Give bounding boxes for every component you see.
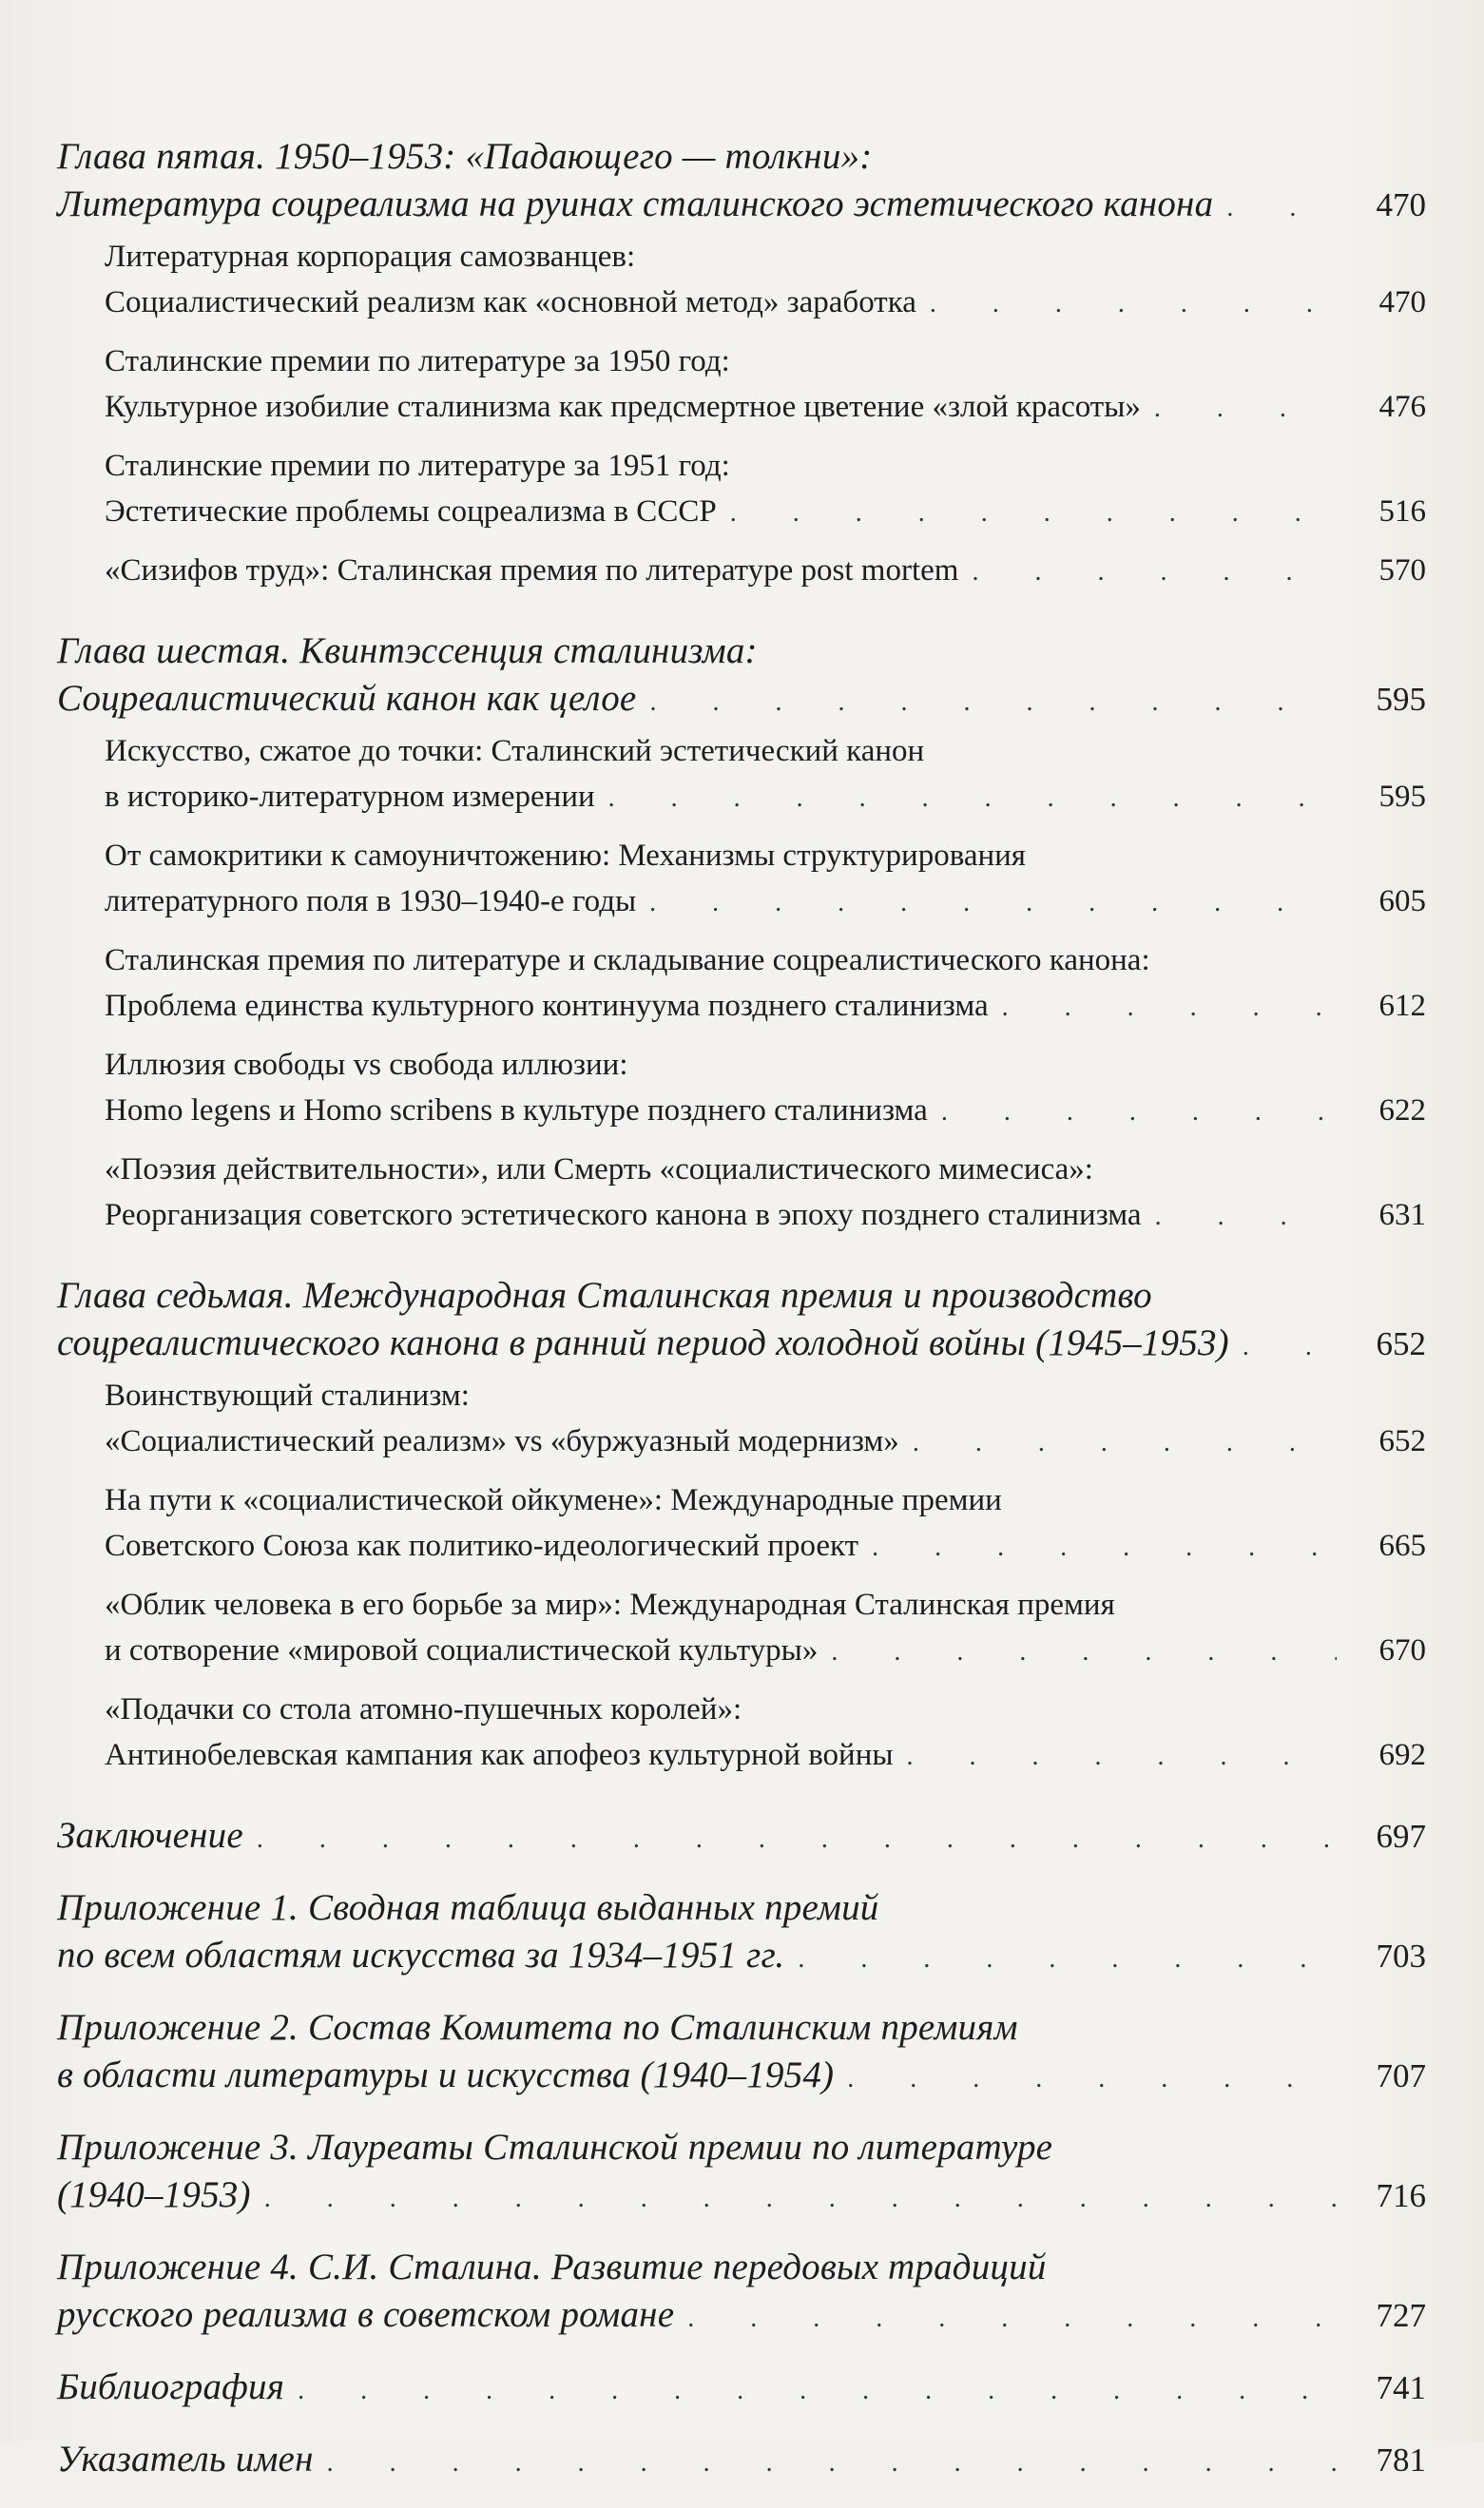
chapter-title-line: Литература соцреализма на руинах сталинского эстетического канона	[57, 183, 1214, 224]
page-number: 716	[1376, 2177, 1426, 2214]
page-number: 741	[1376, 2369, 1426, 2406]
toc-appendix-2	[57, 2004, 1426, 2099]
page-number: 470	[1378, 285, 1426, 319]
dot-leader	[649, 888, 1337, 918]
section-line: литературного поля в 1930–1940-е годы	[105, 884, 637, 918]
chapter-title-line: Глава пятая. 1950–1953: «Падающего — толкни»:	[57, 136, 873, 177]
page-number: 707	[1376, 2057, 1426, 2094]
page-number: 703	[1376, 1938, 1426, 1975]
chapter-title-line: Приложение 4. С.И. Сталина. Развитие передовых традиций	[57, 2247, 1047, 2287]
dot-leader	[257, 1824, 1337, 1855]
chapter-6-title	[57, 627, 1426, 723]
chapter-title-line: русского реализма в советском романе	[57, 2294, 675, 2335]
dot-leader	[1154, 394, 1337, 424]
section-list	[105, 234, 1426, 593]
toc-section	[105, 548, 1426, 593]
dot-leader	[1243, 1332, 1337, 1362]
dot-leader	[730, 498, 1337, 529]
chapter-title-line: соцреалистического канона в ранний период холодной войны (1945–1953)	[57, 1322, 1229, 1363]
page-number: 595	[1376, 681, 1426, 718]
section-line: «Подачки со стола атомно-пушечных королей»:	[105, 1692, 742, 1727]
toc-section	[105, 1042, 1426, 1133]
dot-leader	[872, 1533, 1337, 1563]
page-number: 622	[1378, 1093, 1426, 1128]
toc-section	[105, 1687, 1426, 1778]
section-line: Искусство, сжатое до точки: Сталинский эстетический канон	[105, 734, 925, 768]
chapter-title-line: Приложение 2. Состав Комитета по Сталинским премиям	[57, 2007, 1018, 2048]
dot-leader	[327, 2448, 1337, 2479]
section-line: Советского Союза как политико-идеологический проект	[105, 1529, 859, 1563]
toc-section	[105, 728, 1426, 820]
toc-section	[105, 1582, 1426, 1673]
page-number: 697	[1376, 1818, 1426, 1855]
chapter-7-title	[57, 1272, 1426, 1367]
dot-leader	[608, 783, 1337, 814]
section-line: Социалистический реализм как «основной метод» заработка	[105, 285, 916, 319]
section-line: Литературная корпорация самозванцев:	[105, 240, 636, 274]
table-of-contents	[57, 133, 1426, 2508]
chapter-title-line: Указатель имен	[57, 2439, 314, 2479]
page-number: 670	[1378, 1633, 1426, 1668]
section-line: Иллюзия свободы vs свобода иллюзии:	[105, 1048, 628, 1082]
section-list	[105, 1373, 1426, 1778]
toc-conclusion	[57, 1812, 1426, 1860]
chapter-6	[57, 627, 1426, 1238]
dot-leader	[907, 1742, 1337, 1772]
chapter-title-line: Заключение	[57, 1815, 243, 1856]
dot-leader	[649, 687, 1337, 718]
section-line: в историко-литературном измерении	[105, 780, 595, 814]
chapter-title-line: (1940–1953)	[57, 2174, 251, 2215]
toc-appendix-1	[57, 1884, 1426, 1979]
section-line: «Социалистический реализм» vs «буржуазный модернизм»	[105, 1424, 899, 1458]
page-number: 665	[1378, 1529, 1426, 1563]
dot-leader	[1226, 193, 1337, 223]
chapter-title-line: по всем областям искусства за 1934–1951 гг.	[57, 1935, 785, 1976]
page-number: 727	[1376, 2297, 1426, 2334]
chapter-title-line: Соцреалистический канон как целое	[57, 678, 637, 719]
toc-bibliography	[57, 2363, 1426, 2411]
dot-leader	[831, 1637, 1337, 1668]
dot-leader	[1155, 1202, 1337, 1232]
toc-appendix-3	[57, 2124, 1426, 2219]
chapter-title-line: Библиография	[57, 2366, 285, 2407]
page-number: 470	[1376, 186, 1426, 223]
section-line: Эстетические проблемы соцреализма в СССР	[105, 494, 717, 529]
dot-leader	[298, 2376, 1337, 2406]
chapter-title-line: Приложение 3. Лауреаты Сталинской премии по литературе	[57, 2127, 1053, 2168]
section-line: Реорганизация советского эстетического канона в эпоху позднего сталинизма	[105, 1198, 1142, 1232]
section-line: «Облик человека в его борьбе за мир»: Международная Сталинская премия	[105, 1588, 1115, 1622]
section-line: Сталинские премии по литературе за 1951 год:	[105, 449, 730, 483]
page-number: 476	[1378, 390, 1426, 424]
dot-leader	[847, 2064, 1337, 2094]
section-line: Сталинская премия по литературе и складывание соцреалистического канона:	[105, 943, 1150, 977]
section-line: Культурное изобилие сталинизма как предсмертное цветение «злой красоты»	[105, 390, 1141, 424]
toc-section	[105, 833, 1426, 924]
section-line: и сотворение «мировой социалистической культуры»	[105, 1633, 819, 1668]
section-line: Homo legens и Homo scribens в культуре позднего сталинизма	[105, 1093, 928, 1128]
page-number: 631	[1378, 1198, 1426, 1232]
toc-section	[105, 234, 1426, 325]
section-line: Сталинские премии по литературе за 1950 год:	[105, 344, 730, 378]
section-line: «Сизифов труд»: Сталинская премия по литературе post mortem	[105, 553, 959, 588]
dot-leader	[264, 2184, 1337, 2214]
dot-leader	[941, 1097, 1337, 1128]
page-number: 652	[1376, 1325, 1426, 1362]
page-number: 781	[1376, 2441, 1426, 2479]
toc-section	[105, 937, 1426, 1029]
section-line: «Поэзия действительности», или Смерть «социалистического мимесиса»:	[105, 1152, 1093, 1186]
dot-leader	[1002, 993, 1337, 1023]
toc-section	[105, 443, 1426, 534]
chapter-5	[57, 133, 1426, 593]
chapter-title-line: Глава седьмая. Международная Сталинская премия и производство	[57, 1275, 1152, 1316]
page-number: 595	[1378, 780, 1426, 814]
page-number: 605	[1378, 884, 1426, 918]
toc-section	[105, 1147, 1426, 1238]
section-line: Проблема единства культурного континуума позднего сталинизма	[105, 989, 989, 1023]
dot-leader	[972, 557, 1337, 588]
dot-leader	[930, 289, 1337, 319]
dot-leader	[687, 2304, 1337, 2334]
chapter-5-title	[57, 133, 1426, 228]
section-line: На пути к «социалистической ойкумене»: Международные премии	[105, 1483, 1002, 1517]
toc-section	[105, 1477, 1426, 1569]
section-line: От самокритики к самоуничтожению: Механизмы структурирования	[105, 839, 1026, 873]
section-line: Воинствующий сталинизм:	[105, 1379, 470, 1413]
page-number: 516	[1378, 494, 1426, 529]
chapter-title-line: Приложение 1. Сводная таблица выданных премий	[57, 1887, 879, 1928]
chapter-title-line: Глава шестая. Квинтэссенция сталинизма:	[57, 630, 758, 671]
chapter-7	[57, 1272, 1426, 1778]
page-number: 692	[1378, 1738, 1426, 1772]
chapter-title-line: в области литературы и искусства (1940–1954)	[57, 2055, 835, 2095]
dot-leader	[913, 1428, 1337, 1458]
page-number: 652	[1378, 1424, 1426, 1458]
page-number: 612	[1378, 989, 1426, 1023]
page-number: 570	[1378, 553, 1426, 588]
section-line: Антинобелевская кампания как апофеоз культурной войны	[105, 1738, 894, 1772]
toc-name-index	[57, 2436, 1426, 2483]
toc-section	[105, 338, 1426, 430]
dot-leader	[798, 1944, 1337, 1975]
toc-section	[105, 1373, 1426, 1464]
section-list	[105, 728, 1426, 1238]
toc-appendix-4	[57, 2244, 1426, 2339]
